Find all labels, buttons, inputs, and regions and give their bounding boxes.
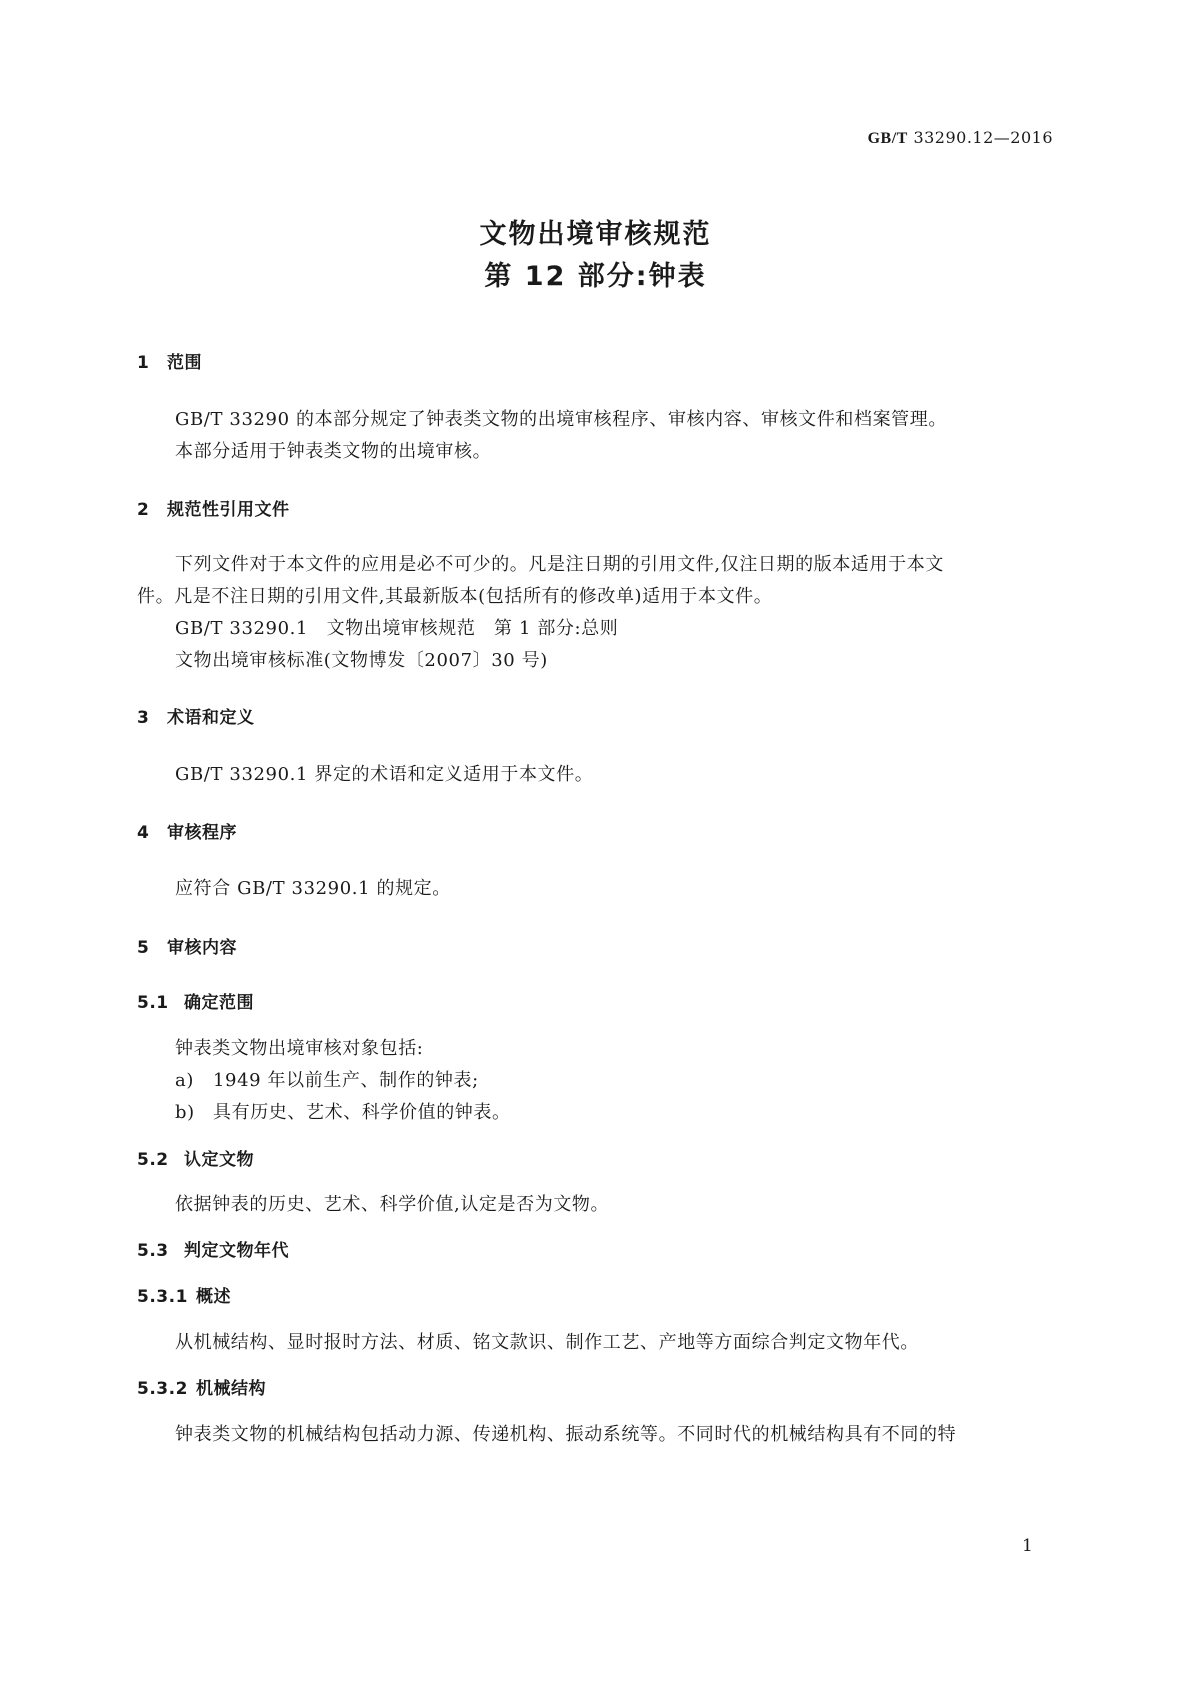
section-5-heading: 5 审核内容 <box>137 938 237 958</box>
section-3-paragraph: GB/T 33290.1 界定的术语和定义适用于本文件。 <box>175 764 594 785</box>
list-item-a: a) 1949 年以前生产、制作的钟表; <box>175 1070 479 1091</box>
section-5-3-1-paragraph: 从机械结构、显时报时方法、材质、铭文款识、制作工艺、产地等方面综合判定文物年代。 <box>175 1332 919 1353</box>
section-3-heading: 3 术语和定义 <box>137 708 255 728</box>
section-2-paragraph-line-2: 件。凡是不注日期的引用文件,其最新版本(包括所有的修改单)适用于本文件。 <box>137 586 773 607</box>
document-title: 文物出境审核规范 <box>479 219 712 250</box>
page-number: 1 <box>1022 1536 1033 1556</box>
section-5-3-heading: 5.3 判定文物年代 <box>137 1241 289 1261</box>
section-4-heading: 4 审核程序 <box>137 823 237 843</box>
reference-item-2: 文物出境审核标准(文物博发〔2007〕30 号) <box>175 650 548 671</box>
reference-item-1: GB/T 33290.1 文物出境审核规范 第 1 部分:总则 <box>175 618 619 639</box>
list-marker-a: a) <box>175 1070 194 1091</box>
section-5-2-heading: 5.2 认定文物 <box>137 1150 254 1170</box>
list-marker-b: b) <box>175 1102 195 1123</box>
section-4-paragraph: 应符合 GB/T 33290.1 的规定。 <box>175 878 451 899</box>
section-1-paragraph-1: GB/T 33290 的本部分规定了钟表类文物的出境审核程序、审核内容、审核文件和档案管理。 <box>175 409 947 430</box>
standard-prefix: GB/T <box>867 130 908 147</box>
section-1-heading: 1 范围 <box>137 353 202 373</box>
document-subtitle: 第 12 部分:钟表 <box>484 261 707 292</box>
section-2-heading: 2 规范性引用文件 <box>137 500 290 520</box>
section-5-3-2-heading: 5.3.2 机械结构 <box>137 1379 266 1399</box>
section-5-3-2-paragraph: 钟表类文物的机械结构包括动力源、传递机构、振动系统等。不同时代的机械结构具有不同的特 <box>175 1424 957 1445</box>
section-2-paragraph-line-1: 下列文件对于本文件的应用是必不可少的。凡是注日期的引用文件,仅注日期的版本适用于本文 <box>175 554 944 575</box>
section-5-2-paragraph: 依据钟表的历史、艺术、科学价值,认定是否为文物。 <box>175 1194 610 1215</box>
section-5-1-heading: 5.1 确定范围 <box>137 993 254 1013</box>
section-1-paragraph-2: 本部分适用于钟表类文物的出境审核。 <box>175 441 492 462</box>
list-item-b: b) 具有历史、艺术、科学价值的钟表。 <box>175 1102 511 1123</box>
section-5-1-intro: 钟表类文物出境审核对象包括: <box>175 1038 424 1059</box>
standard-number <box>700 128 1053 148</box>
section-5-3-1-heading: 5.3.1 概述 <box>137 1287 231 1307</box>
standard-code: 33290.12—2016 <box>913 128 1053 147</box>
